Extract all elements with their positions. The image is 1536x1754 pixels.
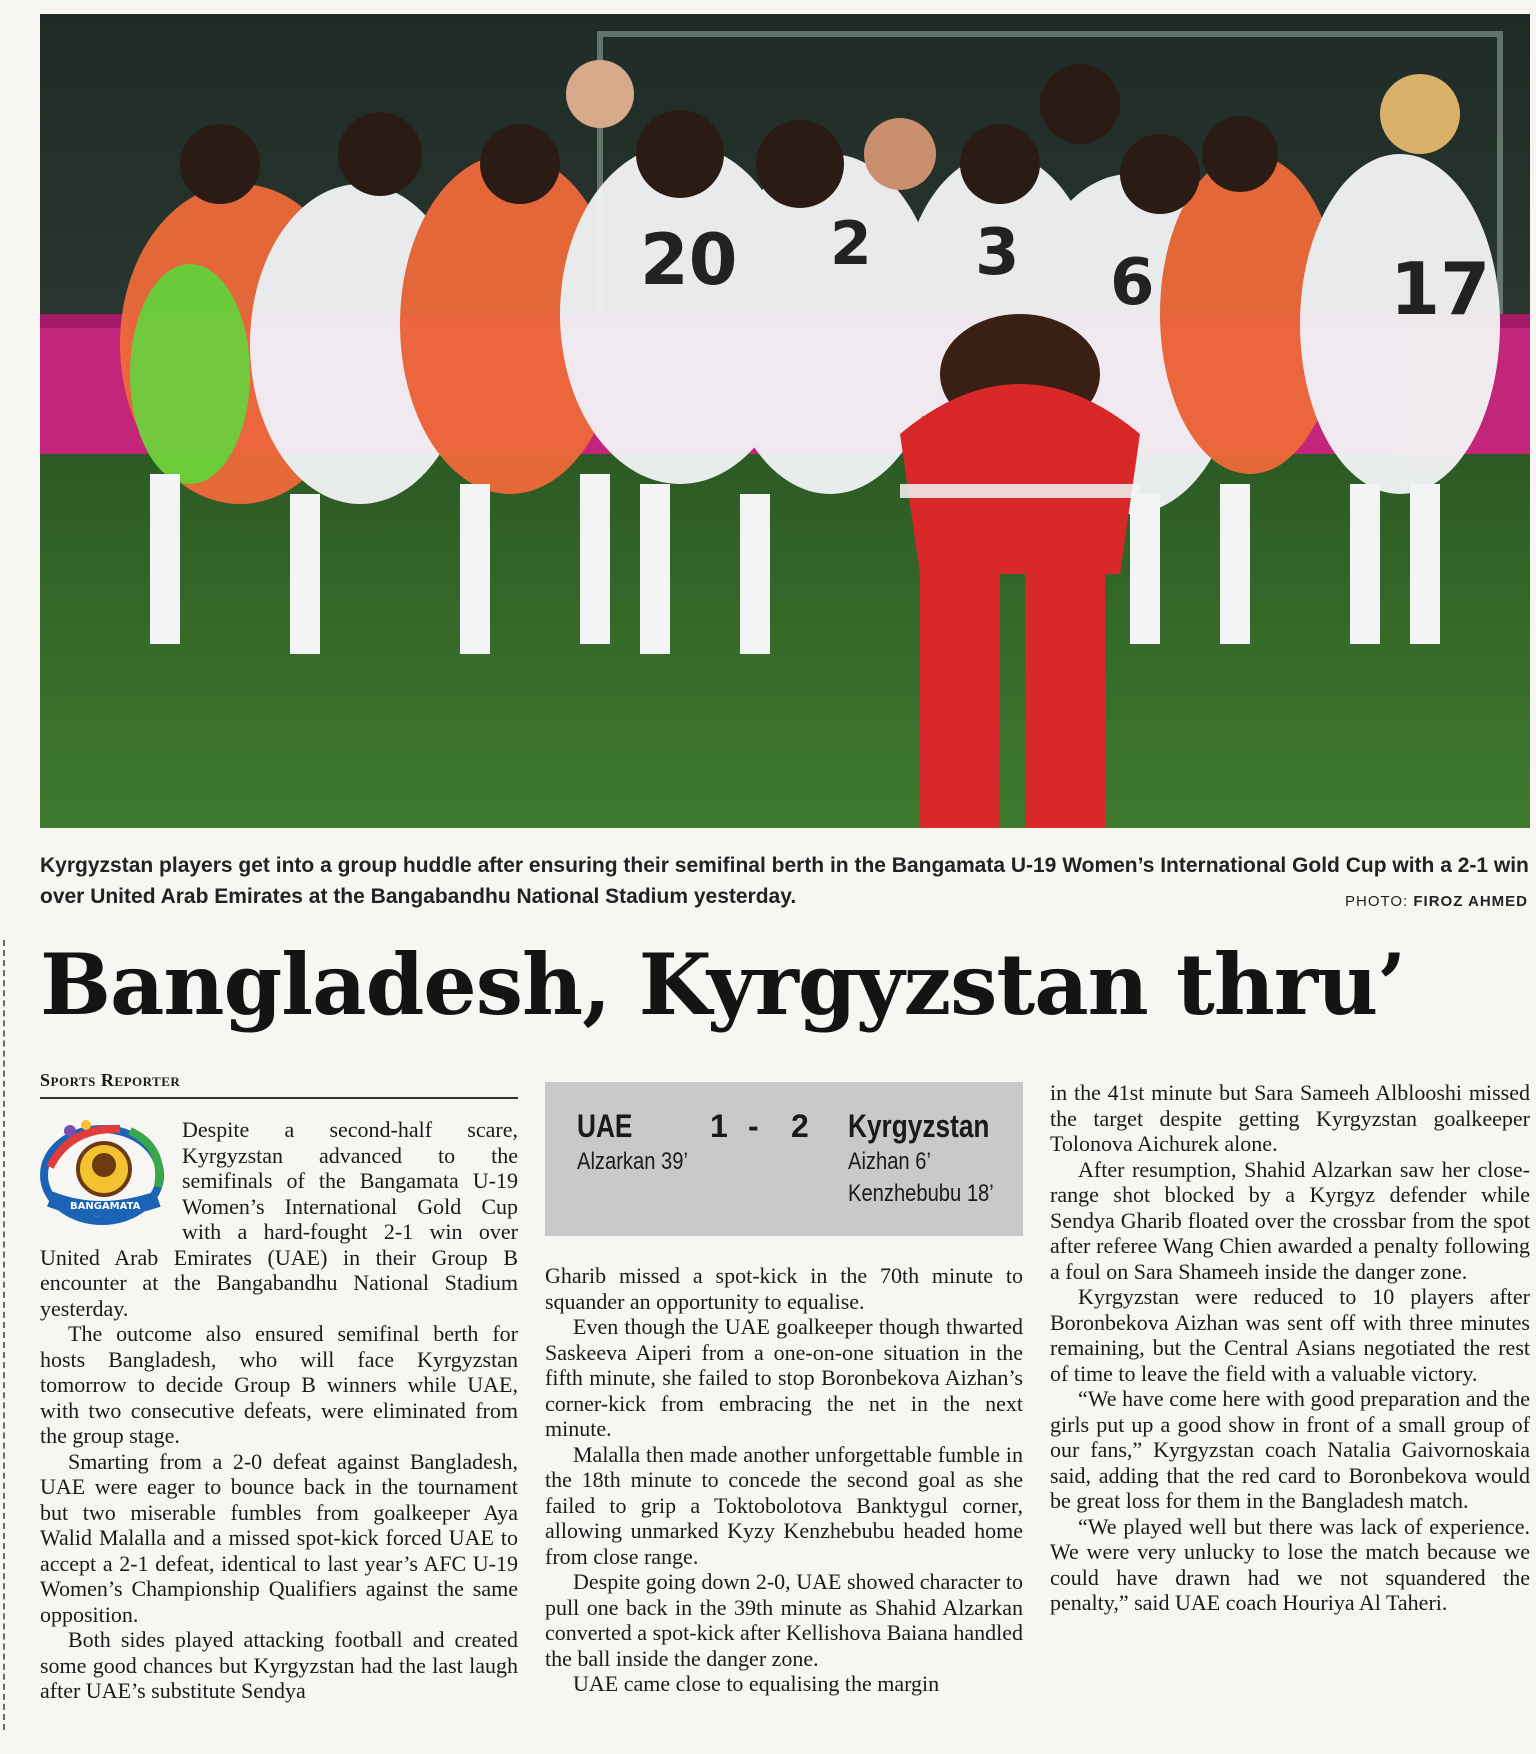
- home-score: 1: [710, 1108, 728, 1144]
- paragraph: “We played well but there was lack of experience. We were very unlucky to lose the match because we could have drawn had we not squandered the penalty,” said UAE coach Houriya Al Taheri.: [1050, 1513, 1530, 1615]
- jersey-number: 3: [975, 216, 1020, 290]
- paragraph: Kyrgyzstan were reduced to 10 players after Boronbekova Aizhan was sent off with three minutes remaining, but the Central Asians negotiated the rest of time to leave the field with a valuable victory.: [1050, 1284, 1530, 1386]
- jersey-number: 17: [1390, 247, 1491, 331]
- photo-caption: Kyrgyzstan players get into a group huddle after ensuring their semifinal berth in the Bangamata U-19 Women’s International Gold Cup with a 2-1 win over United Arab Emirates at the Bangabandhu National Stadium yesterday.: [40, 854, 1529, 908]
- jersey-number: 6: [1110, 246, 1155, 320]
- home-team: UAE: [577, 1108, 633, 1144]
- paragraph: The outcome also ensured semifinal berth for hosts Bangladesh, who will face Kyrgyzstan tomorrow to decide Group B winners while UAE, with two consecutive defeats, were eliminated from the group stage.: [40, 1321, 518, 1448]
- away-score: 2: [791, 1108, 809, 1144]
- paragraph: Gharib missed a spot-kick in the 70th minute to squander an opportunity to equalise.: [545, 1263, 1023, 1314]
- paragraph: in the 41st minute but Sara Sameeh Alblooshi missed the target despite getting Kyrgyzstan goalkeeper Tolonova Aichurek alone.: [1050, 1080, 1530, 1156]
- byline: Sports Reporter: [40, 1070, 518, 1099]
- pitch: [40, 454, 1530, 828]
- logo-text: BANGAMATA: [70, 1201, 141, 1212]
- paragraph: Despite a second-half scare, Kyrgyzstan advanced to the semifinals of the Bangamata U-19 Women’s International Gold Cup with a hard-fought 2-1 win over United Arab Emirates (UAE) in their Group B encounter at the Bangabandhu National Stadium yesterday.: [40, 1117, 518, 1321]
- paragraph: Even though the UAE goalkeeper though thwarted Saskeeva Aiperi from a one-on-one situation in the fifth minute, she failed to stop Boronbekova Aizhan’s corner-kick from embracing the net in the next minute.: [545, 1314, 1023, 1441]
- home-scorer: Alzarkan 39’: [577, 1148, 688, 1175]
- credit-name: FIROZ AHMED: [1413, 893, 1528, 910]
- away-scorer: Aizhan 6’: [848, 1148, 931, 1175]
- article-column-1: [40, 1117, 518, 1704]
- tournament-logo-icon: [40, 1117, 170, 1227]
- scorebox: [545, 1082, 1023, 1236]
- article-column-2: [545, 1263, 1023, 1697]
- jersey-number: 20: [640, 219, 738, 301]
- paragraph: Malalla then made another unforgettable fumble in the 18th minute to concede the second goal as she failed to grip a Toktobolotova Banktygul corner, allowing unmarked Kyzy Kenzhebubu headed home from close range.: [545, 1441, 1023, 1569]
- match-photo: [40, 14, 1530, 828]
- credit-label: PHOTO:: [1344, 893, 1409, 910]
- jersey-number: 2: [830, 209, 872, 279]
- tournament-logo: [40, 1117, 170, 1227]
- score-separator: -: [748, 1108, 759, 1144]
- photo-credit: [1345, 893, 1528, 910]
- away-team: Kyrgyzstan: [848, 1108, 990, 1144]
- page-edge-dashed: [3, 940, 5, 1730]
- paragraph: “We have come here with good preparation and the girls put up a good show in front of a small group of our fans,” Kyrgyzstan coach Natalia Gaivornoskaia said, adding that the red card to Boronbekova would be great loss for them in the Bangladesh match.: [1050, 1386, 1530, 1513]
- paragraph: UAE came close to equalising the margin: [573, 1671, 940, 1696]
- paragraph: Both sides played attacking football and created some good chances but Kyrgyzstan had the last laugh after UAE’s substitute Sendya: [40, 1627, 518, 1703]
- paragraph: Despite going down 2-0, UAE showed character to pull one back in the 39th minute as Shahid Alzarkan converted a spot-kick after Kellishova Baiana handled the ball inside the danger zone.: [545, 1569, 1023, 1671]
- article-headline: Bangladesh, Kyrgyzstan thru’: [40, 935, 1406, 1034]
- paragraph: After resumption, Shahid Alzarkan saw her close-range shot blocked by a Kyrgyz defender while Sendya Gharib floated over the crossbar from the spot after referee Wang Chien awarded a penalty following a foul on Sara Shameeh inside the danger zone.: [1050, 1156, 1530, 1284]
- huddle-illustration: [40, 14, 1530, 828]
- article-column-3: [1050, 1080, 1530, 1616]
- paragraph: Smarting from a 2-0 defeat against Bangladesh, UAE were eager to bounce back in the tournament but two miserable fumbles from goalkeeper Aya Walid Malalla and a missed spot-kick forced UAE to accept a 2-1 defeat, identical to last year’s AFC U-19 Women’s Championship Qualifiers against the same opposition.: [40, 1448, 518, 1627]
- away-scorer: Kenzhebubu 18’: [848, 1180, 994, 1207]
